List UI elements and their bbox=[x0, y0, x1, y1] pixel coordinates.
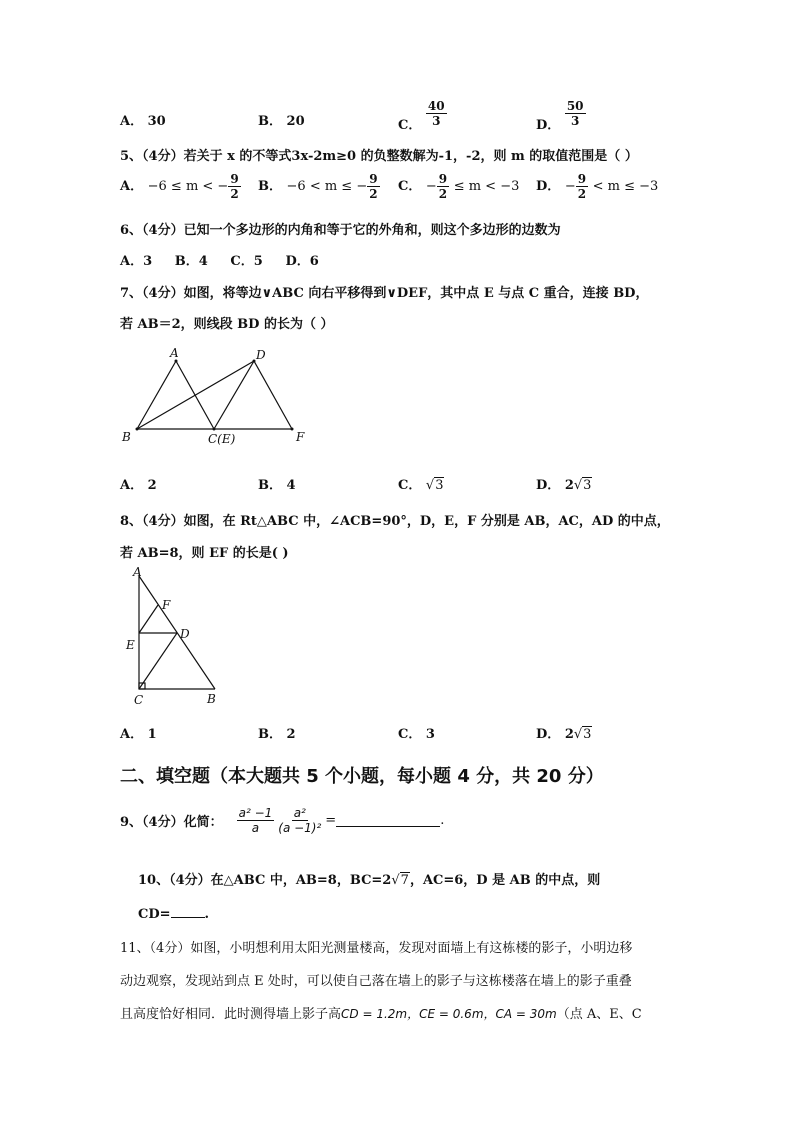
q8-segment-ef bbox=[139, 605, 158, 633]
q5-option-d[interactable]: D． − $\frac{9}{2}$ < m ≤ −3 bbox=[536, 172, 659, 201]
q7-option-d[interactable]: D． 2√3 bbox=[536, 478, 592, 493]
q4-option-b[interactable]: B． 20 bbox=[258, 114, 305, 129]
q9-line bbox=[120, 806, 444, 835]
q7-segment-bd bbox=[137, 361, 254, 429]
q11-line2: 动边观察，发现站到点 E 处时，可以使自己落在墙上的影子与这栋楼落在墙上的影子重叠 bbox=[120, 974, 632, 989]
q7-label-ce: C(E) bbox=[208, 432, 236, 446]
q4-option-d[interactable]: D． $\frac{50}{3}$ bbox=[536, 99, 584, 133]
q9-equals: = bbox=[325, 813, 337, 828]
q8-label-e: E bbox=[126, 638, 135, 652]
q8-label-b: B bbox=[207, 692, 216, 706]
q10-stem: 10、（4分）在△ABC 中，AB=8，BC=2√7，AC=6，D 是 AB 的中点，则 bbox=[138, 873, 601, 888]
q9-fraction-1: $\frac{\text{a² −1}}{a}$ bbox=[238, 806, 273, 835]
q8-option-a[interactable]: A． 1 bbox=[120, 727, 157, 742]
q8-stem-line2: 若 AB=8，则 EF 的长是( ) bbox=[120, 546, 289, 561]
q7-option-b[interactable]: B． 4 bbox=[258, 478, 296, 493]
q8-label-a: A bbox=[133, 565, 142, 579]
q5-option-a[interactable]: A． −6 ≤ m < − $\frac{9}{2}$ bbox=[120, 172, 239, 201]
q8-stem-line1: 8、（4分）如图，在 Rt△ABC 中，∠ACB=90°，D，E，F 分别是 AB，AC，AD 的中点， bbox=[120, 514, 670, 529]
q5-option-c[interactable]: C． − $\frac{9}{2}$ ≤ m < −3 bbox=[398, 172, 520, 201]
q7-option-a[interactable]: A． 2 bbox=[120, 478, 157, 493]
q10-answer-blank[interactable] bbox=[171, 905, 205, 918]
q7-segment-df bbox=[254, 361, 292, 429]
q4-option-c[interactable]: C． $\frac{40}{3}$ bbox=[398, 99, 445, 133]
q7-segment-ed bbox=[214, 361, 254, 429]
q6-options[interactable]: A．3 B．4 C．5 D．6 bbox=[120, 254, 319, 269]
q9-fraction-2: $\frac{\text{a²}}{\text{(a −1)²}}$ bbox=[278, 806, 322, 835]
q6-stem: 6、（4分）已知一个多边形的内角和等于它的外角和，则这个多边形的边数为 bbox=[120, 223, 561, 238]
q11-line1: 11、（4分）如图，小明想利用太阳光测量楼高，发现对面墙上有这栋楼的影子，小明边移 bbox=[120, 941, 633, 956]
q5-option-b[interactable]: B． −6 < m ≤ − $\frac{9}{2}$ bbox=[258, 172, 378, 201]
q7-stem-line1: 7、（4分）如图，将等边∨ABC 向右平移得到∨DEF，其中点 E 与点 C 重合，连接 BD， bbox=[120, 286, 649, 301]
q9-answer-blank[interactable] bbox=[336, 814, 440, 827]
q4-option-a[interactable]: A． 30 bbox=[120, 114, 166, 129]
q7-option-c[interactable]: C． √3 bbox=[398, 478, 444, 493]
q7-label-a: A bbox=[170, 346, 179, 360]
q10-answer-line: CD= . bbox=[138, 907, 210, 922]
q11-line3: 且高度恰好相同．此时测得墙上影子高CD = 1.2m，CE = 0.6m，CA = 30m（点 A、E、C bbox=[120, 1007, 642, 1022]
q9-end: . bbox=[440, 813, 445, 828]
q8-option-d[interactable]: D． 2√3 bbox=[536, 727, 592, 742]
q7-label-b: B bbox=[122, 430, 131, 444]
q8-label-d: D bbox=[180, 627, 190, 641]
q11-measurements: CD = 1.2m，CE = 0.6m，CA = 30m bbox=[341, 1007, 557, 1021]
q8-segment-cd bbox=[139, 633, 177, 689]
q5-stem: 5、（4分）若关于 x 的不等式3x-2m≥0 的负整数解为-1，-2，则 m 的取值范围是（ ） bbox=[120, 149, 638, 164]
q7-label-d: D bbox=[256, 348, 266, 362]
q9-stem: 9、（4分）化简： bbox=[120, 815, 223, 830]
q7-segment-ba bbox=[137, 361, 176, 429]
q7-figure bbox=[118, 343, 318, 448]
q8-option-b[interactable]: B． 2 bbox=[258, 727, 296, 742]
q8-label-c: C bbox=[134, 693, 144, 707]
section-title: 二、填空题（本大题共 5 个小题，每小题 4 分，共 20 分） bbox=[120, 766, 604, 787]
q8-figure bbox=[120, 562, 230, 710]
q8-label-f: F bbox=[162, 598, 171, 612]
q8-option-c[interactable]: C． 3 bbox=[398, 727, 435, 742]
q7-stem-line2: 若 AB＝2，则线段 BD 的长为（ ） bbox=[120, 317, 334, 332]
q7-label-f: F bbox=[296, 430, 305, 444]
